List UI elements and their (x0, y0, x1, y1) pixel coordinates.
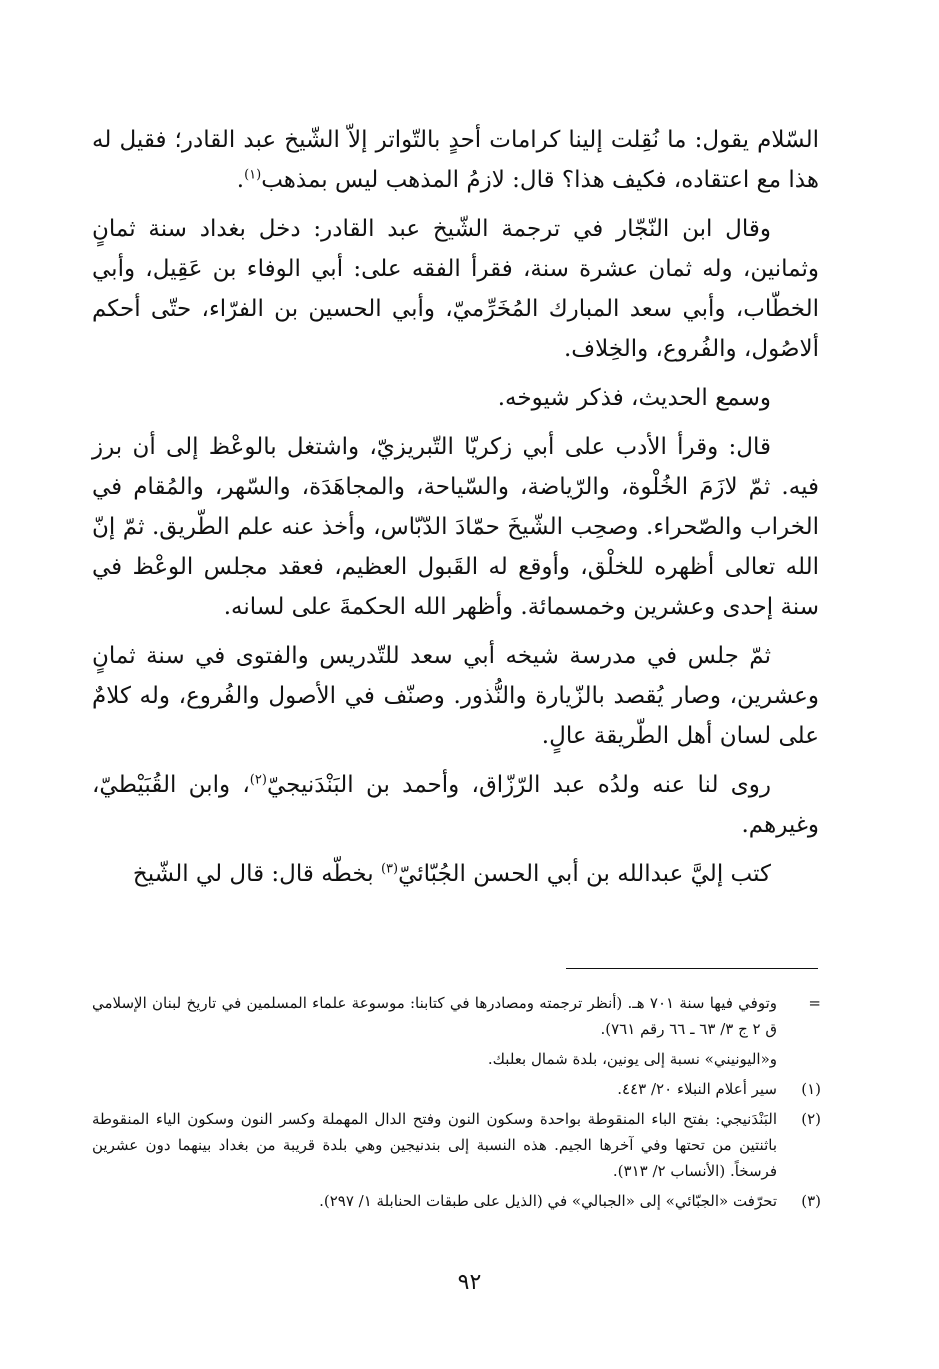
paragraph-4: قال: وقرأ الأدب على أبي زكريّا التّبريزيّ، واشتغل بالوعْظ إلى أن برز فيه. ثمّ لازَمَ الخُلْوة، والرّياضة، والسّياحة، والمجاهَدَة، والسّهر، والمُقام في الخراب والصّحراء. وصحِب الشّيخَ حمّادَ الدّبّاس، وأخذ عنه علم الطّريق. ثمّ إنّ الله تعالى أظهره للخلْق، وأوقع له القَبول العظيم، فعقد مجلس الوعْظ في سنة إحدى وعشرين وخمسمائة. وأظهر الله الحكمةَ على لسانه. (92, 434, 819, 620)
paragraph-3: وسمع الحديث، فذكر شيوخه. (497, 385, 771, 411)
footnote-1-number: (١) (801, 1080, 821, 1098)
footnote-2 (92, 1106, 821, 1184)
footnote-ref-3: (٣) (380, 861, 399, 877)
footnote-1 (92, 1076, 821, 1102)
paragraph-6 (92, 765, 819, 845)
paragraph-1-text: السّلام يقول: ما نُقِلت إلينا كرامات أحدٍ بالتّواتر إلاّ الشّيخ عبد القادر؛ فقيل له هذا مع اعتقاده، فكيف هذا؟ قال: لازمُ المذهب ليس بمذهب (92, 127, 819, 193)
paragraph-7-text-a: كتب إليَّ عبدالله بن أبي الحسن الجُبّائيّ (398, 861, 771, 887)
footnote-ref-1: (١) (244, 167, 262, 183)
paragraph-1-end: . (236, 167, 245, 193)
paragraph-2: وقال ابن النّجّار في ترجمة الشّيخ عبد القادر: دخل بغداد سنة ثمانٍ وثمانين، وله ثمان عشرة سنة، فقرأ الفقه على: أبي الوفاء بن عَقِيل، وأبي الخطّاب، وأبي سعد المبارك المُخَرِّميّ، وأبي الحسين بن الفرّاء، حتّى أحكم ألاصُول، والفُروع، والخِلاف. (92, 216, 819, 362)
page-number: ٩٢ (457, 1270, 482, 1295)
footnote-ref-2: (٢) (249, 772, 267, 788)
paragraph-7 (92, 854, 819, 894)
footnote-continuation-extra: و«اليونيني» نسبة إلى يونين، بلدة شمال بعلبك. (487, 1050, 777, 1068)
footnotes (92, 990, 821, 1218)
main-text (92, 120, 819, 903)
paragraph-6-text-a: روى لنا عنه ولدُه عبد الرّزّاق، وأحمد بن البَنْدَنيجيّ (266, 772, 771, 798)
paragraph-5: ثمّ جلس في مدرسة شيخه أبي سعد للتّدريس والفتوى في سنة ثمانٍ وعشرين، وصار يُقصد بالزّيارة والنُّذور. وصنّف في الأصول والفُروع، وله كلامٌ على لسان أهل الطّريقة عالٍ. (92, 643, 819, 749)
footnote-continuation-mark: = (808, 994, 821, 1012)
paragraph-6-text-b: ، وابن القُبَيْطيّ، وغيرهم. (92, 772, 819, 838)
footnote-3 (92, 1188, 821, 1214)
footnote-2-text: البَنْدَنيجي: بفتح الباء المنقوطة بواحدة وسكون النون وفتح الدال المهملة وكسر النون وسكون الياء المنقوطة باثنتين من تحتها وفي آخرها الجيم. هذه النسبة إلى بندنيجين وهي بلدة قريبة من بغداد بينهما دون عشرين فرسخاً. (الأنساب ٢/ ٣١٣). (92, 1110, 777, 1180)
paragraph-1 (92, 120, 819, 200)
footnote-3-number: (٣) (801, 1192, 821, 1210)
footnote-1-text: سير أعلام النبلاء ٢٠/ ٤٤٣. (617, 1080, 777, 1098)
footnote-3-text: تحرّفت «الجبّائي» إلى «الجبالي» في (الذيل على طبقات الحنابلة ١/ ٢٩٧). (319, 1192, 777, 1210)
footnote-continuation (92, 990, 821, 1042)
footnote-continuation-text: وتوفي فيها سنة ٧٠١ هـ. (أنظر ترجمته ومصادرها في كتابنا: موسوعة علماء المسلمين في تاريخ لبنان الإسلامي ق ٢ ج ٣/ ٦٣ ـ ٦٦ رقم ٧٦١). (92, 994, 778, 1038)
footnote-2-number: (٢) (801, 1110, 821, 1128)
paragraph-7-text-b: بخطّه قال: قال لي الشّيخ (132, 861, 381, 887)
footnote-separator (566, 968, 818, 969)
